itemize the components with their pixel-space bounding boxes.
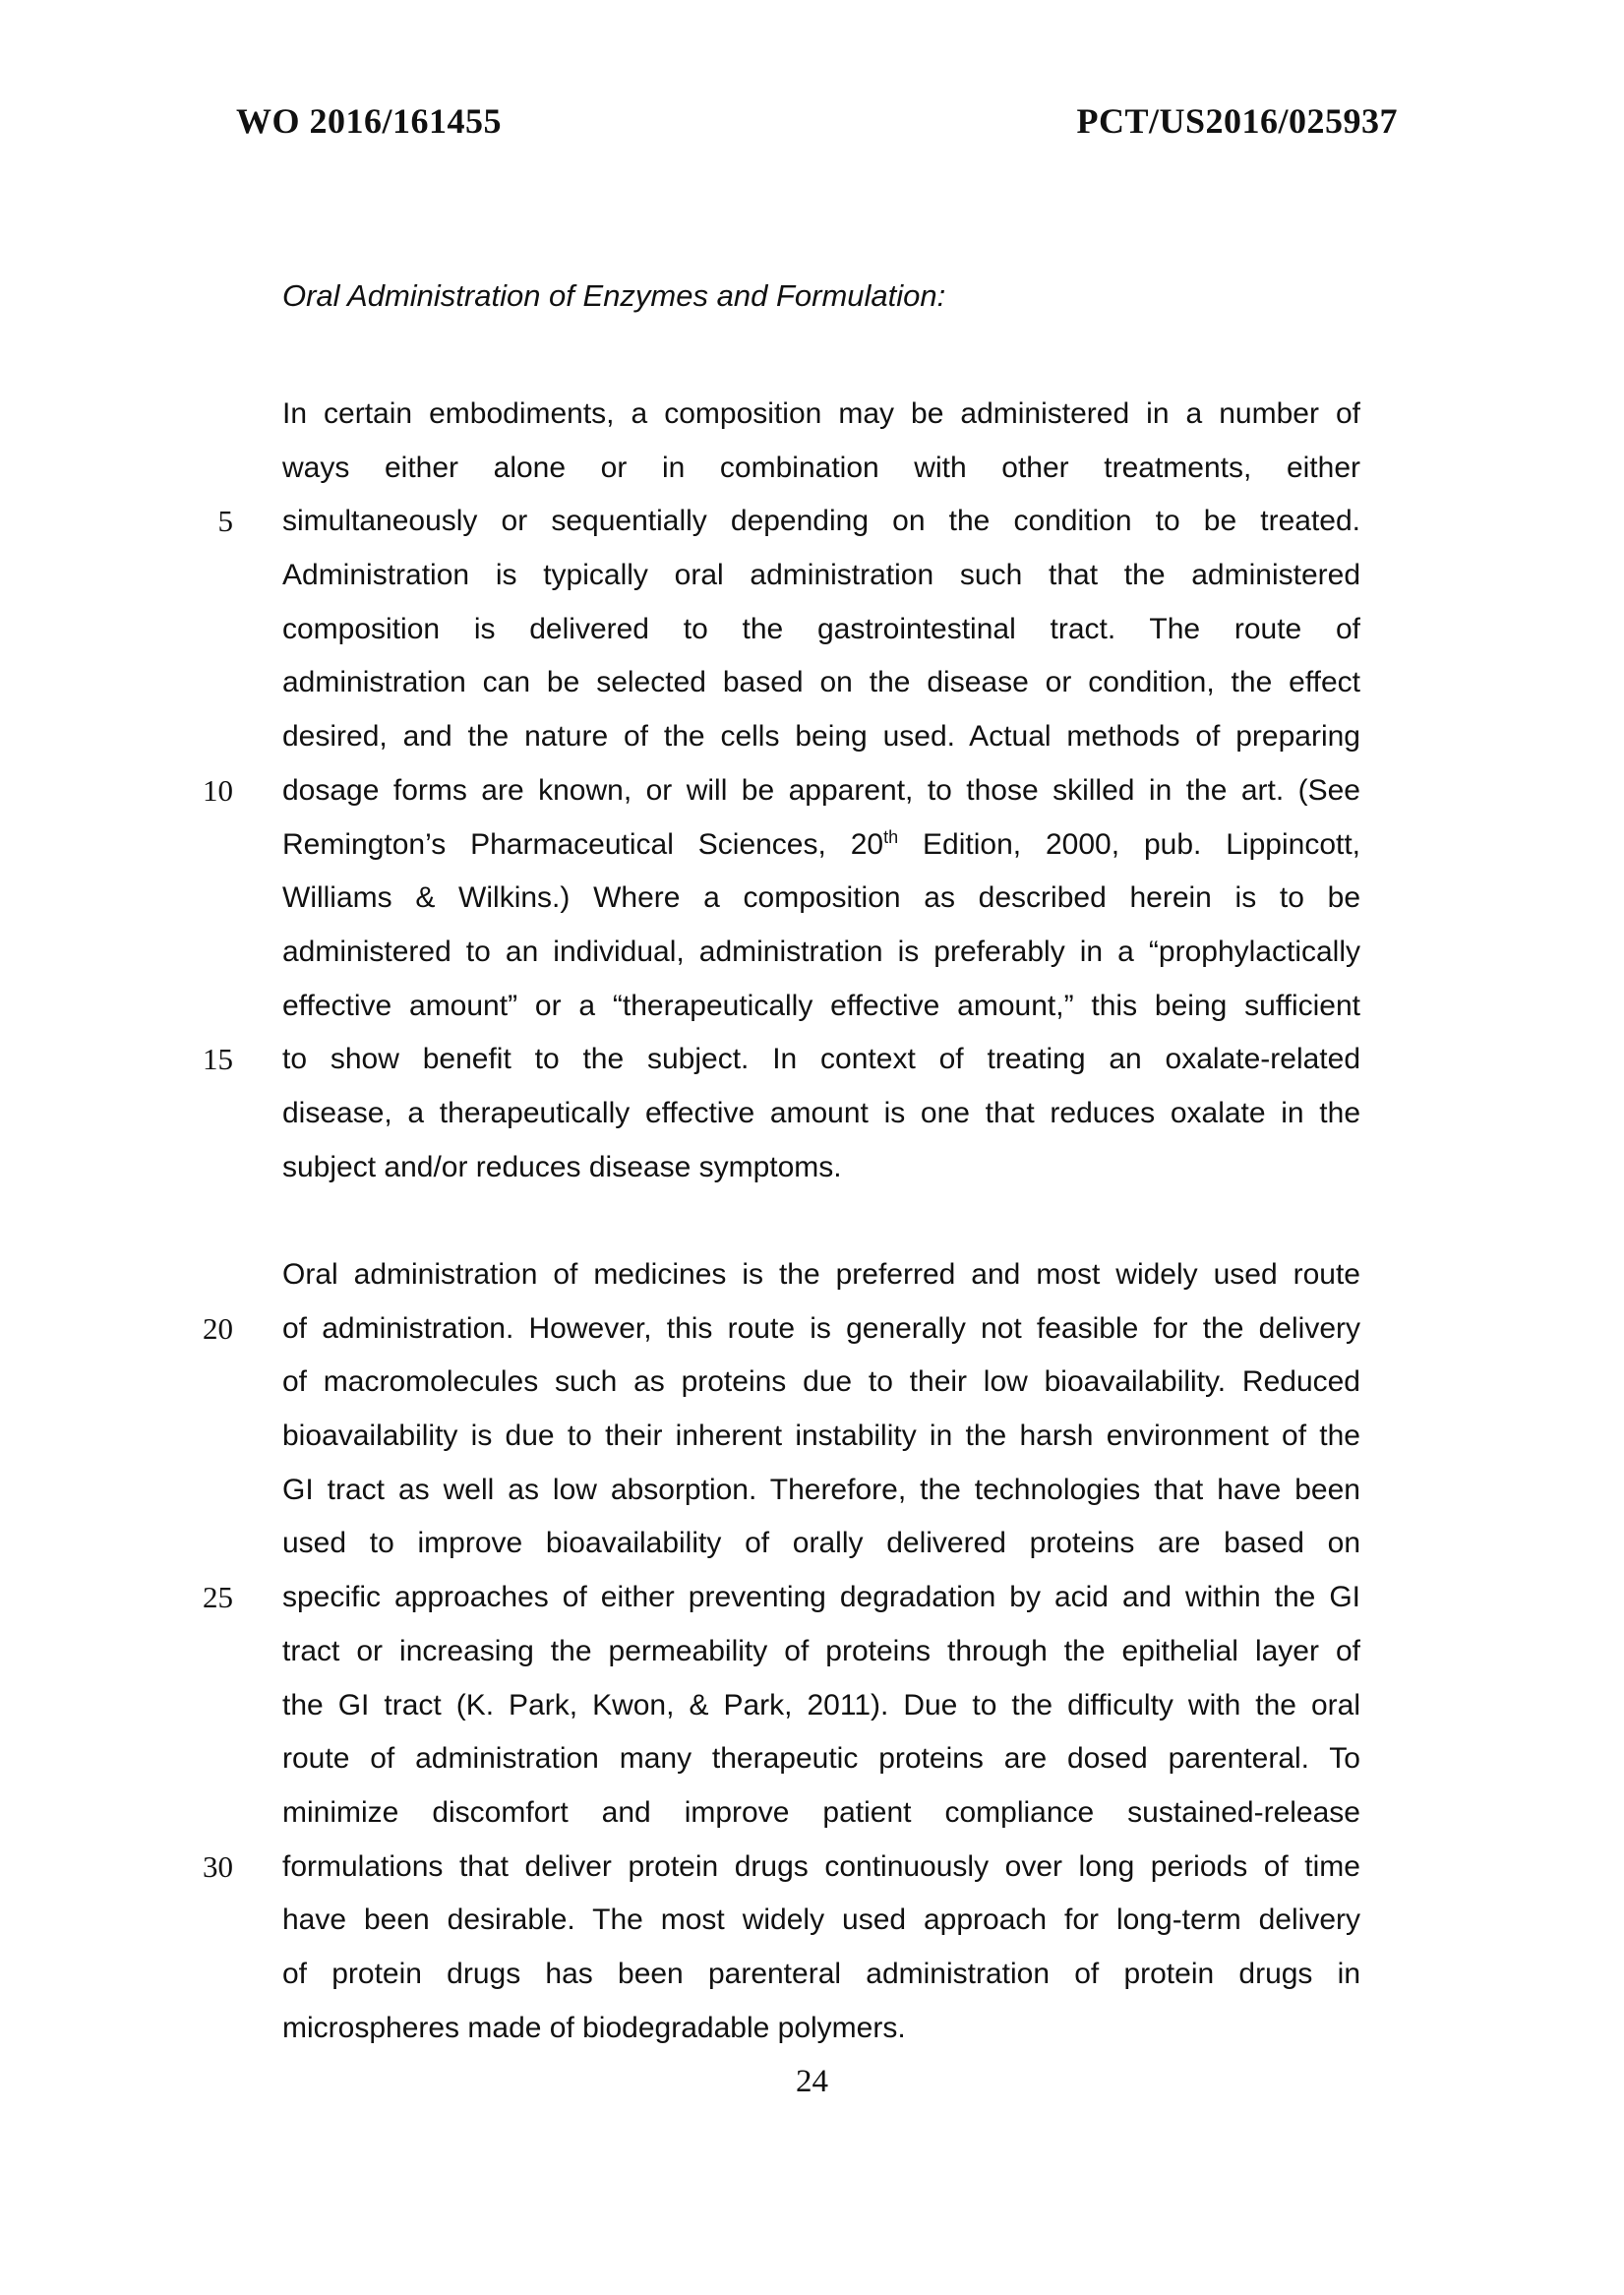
body-line-text: used to improve bioavailability of orally delivered proteins are based on: [282, 1527, 1360, 1560]
body-line-row: [192, 1141, 1360, 1195]
body-line-text: have been desirable. The most widely used approach for long-term delivery: [282, 1903, 1360, 1937]
body-line-text: the GI tract (K. Park, Kwon, & Park, 2011). Due to the difficulty with the oral: [282, 1688, 1360, 1721]
page-number: 24: [796, 2064, 828, 2099]
body-line-row: [192, 926, 1360, 980]
body-line-text: ways either alone or in combination with other treatments, either: [282, 451, 1360, 484]
body-line-text: bioavailability is due to their inherent instability in the harsh environment of the: [282, 1419, 1360, 1453]
body-line-row: [192, 388, 1360, 442]
body-line-row: [192, 495, 1360, 549]
body-line-text: dosage forms are known, or will be apparent, to those skilled in the art. (See: [282, 773, 1360, 807]
section-title: Oral Administration of Enzymes and Formulation:: [282, 278, 946, 313]
body-line-text: of macromolecules such as proteins due to their low bioavailability. Reduced: [282, 1365, 1360, 1399]
application-number: PCT/US2016/025937: [1076, 101, 1398, 141]
body-line-text: minimize discomfort and improve patient compliance sustained-release: [282, 1795, 1360, 1829]
body-line-text: desired, and the nature of the cells being used. Actual methods of preparing: [282, 720, 1360, 754]
line-number: 5: [217, 504, 233, 539]
body-line-row: [192, 1410, 1360, 1464]
paragraph-gap: [192, 1194, 1360, 1248]
body-line-text: In certain embodiments, a composition may be administered in a number of: [282, 397, 1360, 430]
body-line-row: [192, 1033, 1360, 1087]
body-line-text: composition is delivered to the gastrointestinal tract. The route of: [282, 612, 1360, 645]
body-line-text: specific approaches of either preventing degradation by acid and within the GI: [282, 1581, 1360, 1614]
body-line-row: [192, 764, 1360, 818]
body-line-row: [192, 2002, 1360, 2056]
body-line-row: [192, 818, 1360, 873]
body-line-row: [192, 1948, 1360, 2002]
body-line-text: to show benefit to the subject. In context of treating an oxalate-related: [282, 1043, 1360, 1076]
body-line-row: [192, 1248, 1360, 1302]
body-line-text: Administration is typically oral administration such that the administered: [282, 559, 1360, 592]
body-line-row: [192, 1517, 1360, 1571]
body-line-text: GI tract as well as low absorption. Therefore, the technologies that have been: [282, 1473, 1360, 1506]
line-number: 10: [203, 772, 233, 808]
body-line-row: [192, 1302, 1360, 1357]
body-line-text: microspheres made of biodegradable polymers.: [282, 2011, 906, 2044]
body-line-text: formulations that deliver protein drugs continuously over long periods of time: [282, 1849, 1360, 1883]
body-line-row: [192, 1464, 1360, 1518]
body-line-row: [192, 710, 1360, 764]
line-number: 15: [203, 1042, 233, 1077]
body-line-text: administered to an individual, administration is preferably in a “prophylactically: [282, 935, 1360, 968]
body-line-text: tract or increasing the permeability of proteins through the epithelial layer of: [282, 1634, 1360, 1667]
body-line-row: [192, 549, 1360, 603]
body-line-row: [192, 1356, 1360, 1410]
body-line-row: [192, 1841, 1360, 1895]
body-line-text: of protein drugs has been parenteral administration of protein drugs in: [282, 1957, 1360, 1990]
body-line-row: [192, 442, 1360, 496]
body-line-text: disease, a therapeutically effective amount is one that reduces oxalate in the: [282, 1096, 1360, 1129]
body-line-text: Williams & Wilkins.) Where a composition as described herein is to be: [282, 881, 1360, 915]
body-line-row: [192, 1571, 1360, 1625]
body-line-row: [192, 1087, 1360, 1141]
body-line-row: [192, 1625, 1360, 1679]
publication-number: WO 2016/161455: [236, 101, 503, 141]
body-line-row: [192, 1894, 1360, 1948]
body-line-row: [192, 872, 1360, 926]
ordinal-superscript: th: [883, 826, 899, 847]
body-line-text: simultaneously or sequentially depending on the condition to be treated.: [282, 505, 1360, 538]
body-line-text: of administration. However, this route is generally not feasible for the delivery: [282, 1311, 1360, 1345]
body-line-text: route of administration many therapeutic proteins are dosed parenteral. To: [282, 1742, 1360, 1776]
body-line-text: subject and/or reduces disease symptoms.: [282, 1150, 842, 1183]
line-number: 25: [203, 1580, 233, 1615]
body-line-text: effective amount” or a “therapeutically effective amount,” this being sufficient: [282, 989, 1360, 1022]
body-line-row: [192, 1732, 1360, 1786]
body-line-text: Oral administration of medicines is the preferred and most widely used route: [282, 1258, 1360, 1291]
body-line-row: [192, 656, 1360, 710]
body-line-row: [192, 980, 1360, 1034]
body-line-row: [192, 1679, 1360, 1733]
body-line-row: [192, 1786, 1360, 1841]
document-body: [192, 388, 1360, 2055]
line-number: 20: [203, 1310, 233, 1346]
body-line-row: [192, 603, 1360, 657]
page-header: [236, 100, 1398, 142]
body-line-text: administration can be selected based on the disease or condition, the effect: [282, 666, 1360, 699]
body-line-text: Remington’s Pharmaceutical Sciences, 20th Edition, 2000, pub. Lippincott,: [282, 826, 1361, 861]
line-number: 30: [203, 1848, 233, 1884]
